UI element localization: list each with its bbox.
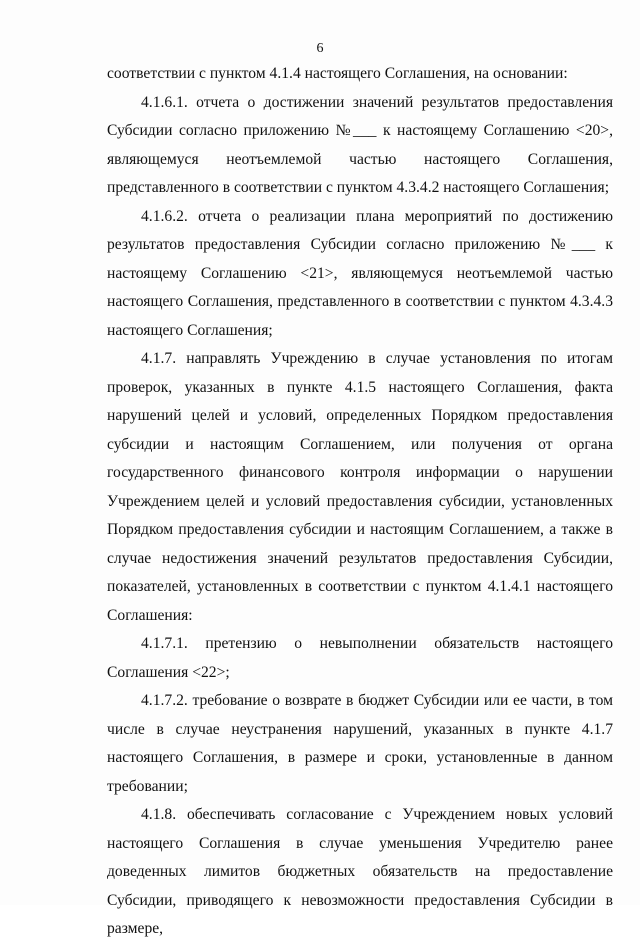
paragraph-4-1-7-2: 4.1.7.2. требование о возврате в бюджет Субсидии или ее части, в том числе в случае неустранения нарушений, указанных в пункте 4.1.7 настоящего Соглашения, в размере и сроки, установленные в данном требовании; — [107, 692, 613, 795]
paragraph-4-1-6-1: 4.1.6.1. отчета о достижении значений результатов предоставления Субсидии согласно приложению №___ к настоящему Соглашению <20>, являющемуся неотъемлемой частью настоящего Соглашения, представленного в соответствии с пунктом 4.3.4.2 настоящего Соглашения; — [107, 93, 613, 196]
paragraph-4-1-8: 4.1.8. обеспечивать согласование с Учреждением новых условий настоящего Соглашения в случае уменьшения Учредителю ранее доведенных лимитов бюджетных обязательств на предоставление Субсидии, приводящего к невозможности предоставления Субсидии в размере, — [107, 806, 613, 937]
paragraph-continuation: соответствии с пунктом 4.1.4 настоящего Соглашения, на основании: — [107, 65, 568, 82]
paragraph-4-1-6-2: 4.1.6.2. отчета о реализации плана мероприятий по достижению результатов предоставления Субсидии согласно приложению №___ к настоящему Соглашению <21>, являющемуся неотъемлемой частью настоящего Соглашения, представленного в соответствии с пунктом 4.3.4.3 настоящего Соглашения; — [107, 207, 613, 339]
paragraph-4-1-7-1: 4.1.7.1. претензию о невыполнении обязательств настоящего Соглашения <22>; — [107, 635, 613, 681]
document-body — [107, 60, 613, 944]
paragraph-4-1-7: 4.1.7. направлять Учреждению в случае установления по итогам проверок, указанных в пункте 4.1.5 настоящего Соглашения, факта нарушений целей и условий, определенных Порядком предоставления субсидии и настоящим Соглашением, или получения от органа государственного финансового контроля информации о нарушении Учреждением целей и условий предоставления субсидии, установленных Порядком предоставления субсидии и настоящим Соглашением, а также в случае недостижения значений результатов предоставления Субсидии, показателей, установленных в соответствии с пунктом 4.1.4.1 настоящего Соглашения: — [107, 350, 613, 624]
page-number: 6 — [316, 41, 324, 56]
